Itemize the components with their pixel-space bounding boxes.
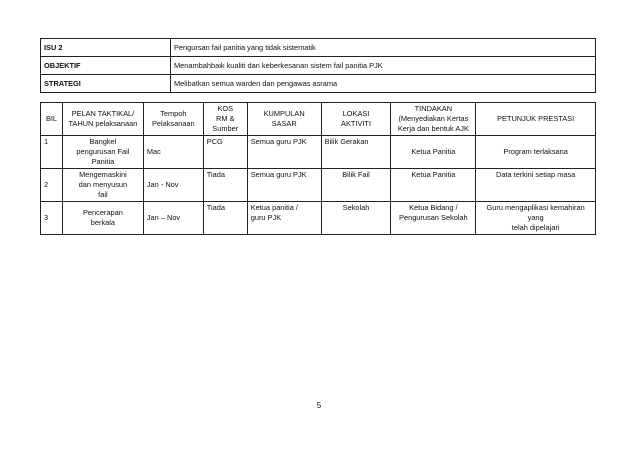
cell-kumpulan: Semua guru PJK xyxy=(247,169,321,202)
strategy-row xyxy=(41,75,596,93)
cell-lokasi: Bilik Fail xyxy=(321,169,391,202)
cell-petunjuk: Data terkini setiap masa xyxy=(476,169,596,202)
table-row xyxy=(41,136,596,169)
header-bil: BIL xyxy=(41,103,63,136)
cell-tindakan: Ketua Panitia xyxy=(391,169,476,202)
cell-lokasi: Bilik Gerakan xyxy=(321,136,391,169)
cell-pelan: Pencerapan berkala xyxy=(62,202,143,235)
issue-value: Pengursan fail panitia yang tidak sistematik xyxy=(171,39,596,57)
header-kos: KOS RM & Sumber xyxy=(203,103,247,136)
strategy-value: Melibatkan semua warden dan pengawas asrama xyxy=(171,75,596,93)
cell-bil: 2 xyxy=(41,169,63,202)
action-plan-table xyxy=(40,102,596,235)
objective-value: Menambahbaik kualiti dan keberkesanan sistem fail panitia PJK xyxy=(171,57,596,75)
table-header-row xyxy=(41,103,596,136)
objective-label: OBJEKTIF xyxy=(41,57,171,75)
cell-kumpulan: Semua guru PJK xyxy=(247,136,321,169)
cell-petunjuk: Program terlaksana xyxy=(476,136,596,169)
issue-row xyxy=(41,39,596,57)
cell-pelan: Bangkel pengurusan Fail Panitia xyxy=(62,136,143,169)
header-kumpulan: KUMPULAN SASAR xyxy=(247,103,321,136)
cell-petunjuk: Guru mengaplikasi kemahiran yang telah dipelajari xyxy=(476,202,596,235)
cell-tindakan: Ketua Panitia xyxy=(391,136,476,169)
cell-pelan: Mengemaskini dan menyusun fail xyxy=(62,169,143,202)
table-row xyxy=(41,169,596,202)
cell-kos: Tiada xyxy=(203,202,247,235)
header-lokasi: LOKASI AKTIVITI xyxy=(321,103,391,136)
cell-tempoh: Jan – Nov xyxy=(143,202,203,235)
strategy-label: STRATEGI xyxy=(41,75,171,93)
cell-tempoh: Jan - Nov xyxy=(143,169,203,202)
table-row xyxy=(41,202,596,235)
objective-row xyxy=(41,57,596,75)
cell-kos: Tiada xyxy=(203,169,247,202)
header-tindakan: TINDAKAN (Menyediakan Kertas Kerja dan bentuk AJK xyxy=(391,103,476,136)
cell-bil: 1 xyxy=(41,136,63,169)
cell-bil: 3 xyxy=(41,202,63,235)
page-number: 5 xyxy=(316,401,322,410)
cell-tempoh: Mac xyxy=(143,136,203,169)
issue-label: ISU 2 xyxy=(41,39,171,57)
cell-kumpulan: Ketua panitia / guru PJK xyxy=(247,202,321,235)
header-pelan: PELAN TAKTIKAL/ TAHUN pelaksanaan xyxy=(62,103,143,136)
cell-kos: PCG xyxy=(203,136,247,169)
cell-tindakan: Ketua Bidang / Pengurusan Sekolah xyxy=(391,202,476,235)
cell-lokasi: Sekolah xyxy=(321,202,391,235)
header-tempoh: Tempoh Pelaksanaan xyxy=(143,103,203,136)
header-petunjuk: PETUNJUK PRESTASI xyxy=(476,103,596,136)
issue-info-table xyxy=(40,38,596,93)
